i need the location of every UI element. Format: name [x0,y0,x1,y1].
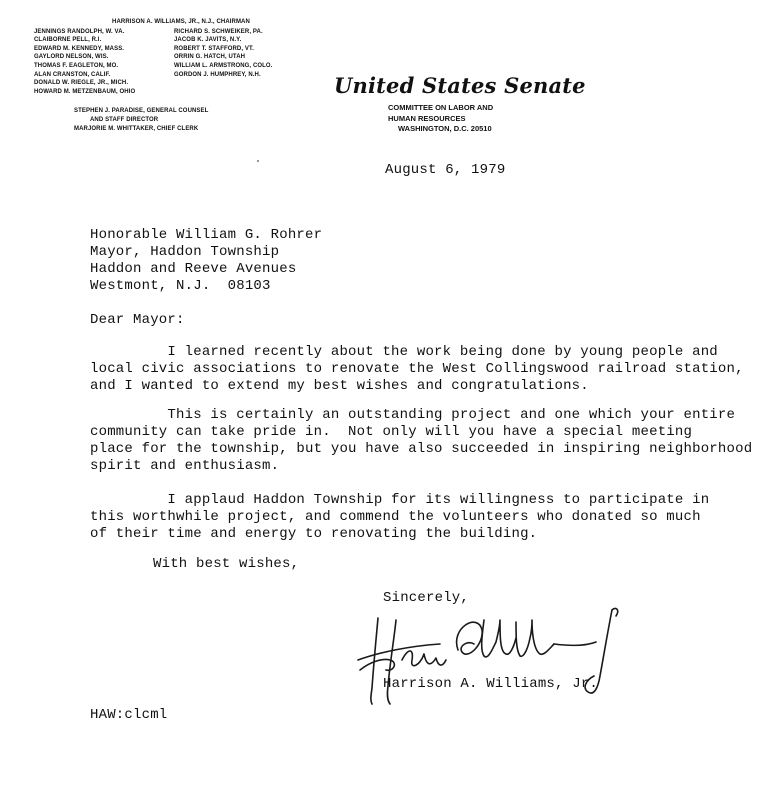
senate-heading [334,73,608,135]
member-name: JENNINGS RANDOLPH, W. VA. [34,28,125,35]
member-name: CLAIBORNE PELL, R.I. [34,37,102,44]
complimentary-close: Sincerely, [383,590,470,606]
committee-members [26,28,316,97]
body-paragraph: I applaud Haddon Township for its willingness to participate in this worthwhile project, and commend the volunteers who donated so much of their time and energy to renovating the building. [90,492,710,542]
committee-line: HUMAN RESOURCES [388,113,466,123]
staff-list [74,107,316,133]
body-paragraph: I learned recently about the work being done by young people and local civic associations to renovate the West Collingswood railroad station, and I wanted to extend my best wishes and congratulations. [90,344,744,394]
member-name: THOMAS F. EAGLETON, MO. [34,62,119,69]
location-line: WASHINGTON, D.C. 20510 [398,124,492,133]
salutation: Dear Mayor: [90,312,185,328]
letterhead-roster [26,18,316,133]
address-line: Haddon and Reeve Avenues [90,261,297,277]
inside-address [90,227,322,295]
committee-block [388,103,608,135]
body-paragraph: This is certainly an outstanding project and one which your entire community can take pride in. Not only will you have a special meeting place for the township, but you have also succeeded in inspiring neighborhood spirit and enthusiasm. [90,407,753,474]
senate-title: United States Senate [334,73,586,98]
address-line: Westmont, N.J. 08103 [90,278,271,294]
members-right-column [174,28,314,97]
handwritten-signature [350,600,630,710]
staff-line: MARJORIE M. WHITTAKER, CHIEF CLERK [74,125,199,132]
member-name: DONALD W. RIEGLE, JR., MICH. [34,80,129,87]
member-name: ALAN CRANSTON, CALIF. [34,71,111,78]
member-name: ROBERT T. STAFFORD, VT. [174,45,254,52]
chairman-line: HARRISON A. WILLIAMS, JR., N.J., CHAIRMAN [112,19,250,25]
staff-line: AND STAFF DIRECTOR [90,116,159,123]
member-name: HOWARD M. METZENBAUM, OHIO [34,88,136,95]
member-name: JACOB K. JAVITS, N.Y. [174,37,242,44]
members-left-column [34,28,174,97]
reference-initials: HAW:clcml [90,707,168,723]
member-name: GAYLORD NELSON, WIS. [34,54,109,61]
member-name: GORDON J. HUMPHREY, N.H. [174,71,261,78]
member-name: EDWARD M. KENNEDY, MASS. [34,45,125,52]
paper-speck [257,160,259,162]
member-name: WILLIAM L. ARMSTRONG, COLO. [174,62,273,69]
member-name: RICHARD S. SCHWEIKER, PA. [174,28,263,35]
committee-line: COMMITTEE ON LABOR AND [388,103,494,112]
closing-wishes: With best wishes, [153,556,300,572]
address-line: Honorable William G. Rohrer [90,227,323,243]
signer-name: Harrison A. Williams, Jr. [383,676,599,692]
member-name: ORRIN G. HATCH, UTAH [174,54,246,61]
address-line: Mayor, Haddon Township [90,244,280,260]
staff-line: STEPHEN J. PARADISE, GENERAL COUNSEL [74,108,209,115]
letter-date: August 6, 1979 [385,162,506,178]
